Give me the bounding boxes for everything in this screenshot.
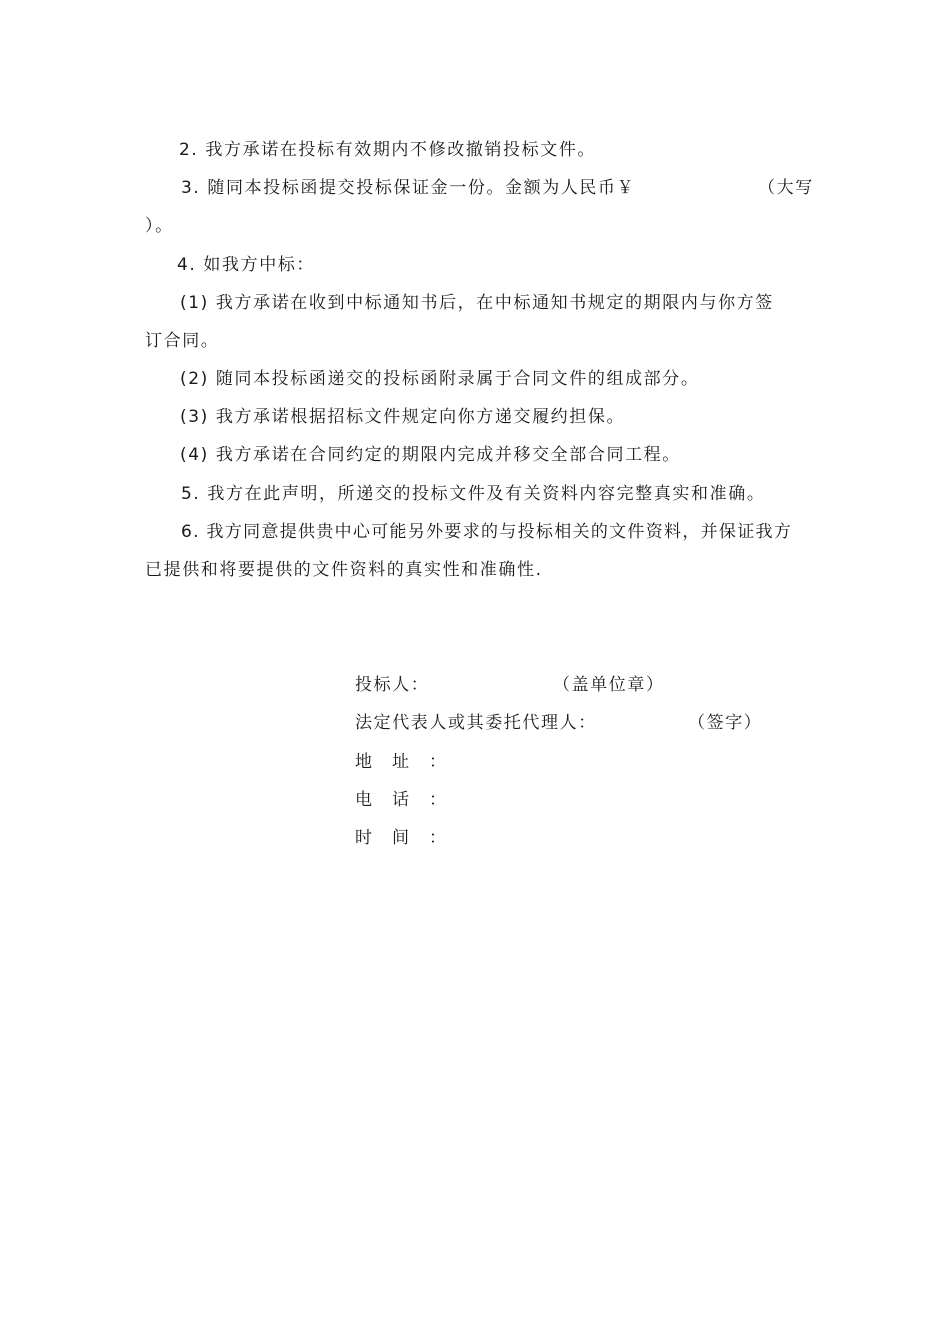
representative-label: 法定代表人或其委托代理人： (355, 713, 597, 733)
bidder-field (355, 674, 665, 696)
subitem-2: (2) 随同本投标函递交的投标函附录属于合同文件的组成部分。 (180, 369, 700, 389)
phone-field: 电话： (355, 790, 466, 810)
paragraph-item-6: 6. 我方同意提供贵中心可能另外要求的与投标相关的文件资料，并保证我方 (181, 522, 793, 542)
subitem-1: (1) 我方承诺在收到中标通知书后，在中标通知书规定的期限内与你方签 (180, 293, 774, 313)
address-field: 地址： (355, 752, 466, 772)
paragraph-item-3 (181, 177, 814, 199)
subitem-3: (3) 我方承诺根据招标文件规定向你方递交履约担保。 (180, 407, 626, 427)
paragraph-item-4: 4. 如我方中标： (177, 255, 316, 275)
item-3-capital-label: （大写 (758, 178, 814, 198)
representative-field (355, 712, 763, 734)
paragraph-item-6-continued: 已提供和将要提供的文件资料的真实性和准确性. (145, 560, 543, 580)
paragraph-item-5: 5. 我方在此声明，所递交的投标文件及有关资料内容完整真实和准确。 (181, 484, 766, 504)
representative-sign-note: （签字） (688, 713, 763, 733)
date-field: 时间： (355, 828, 466, 848)
subitem-1-continued: 订合同。 (145, 331, 220, 351)
paragraph-item-3-continued: ）。 (145, 216, 174, 236)
bidder-seal-note: （盖单位章） (553, 675, 665, 695)
bidder-label: 投标人： (355, 675, 430, 695)
paragraph-item-2: 2. 我方承诺在投标有效期内不修改撤销投标文件。 (179, 140, 597, 160)
subitem-4: (4) 我方承诺在合同约定的期限内完成并移交全部合同工程。 (180, 445, 681, 465)
item-3-text: 3. 随同本投标函提交投标保证金一份。金额为人民币￥ (181, 178, 636, 198)
